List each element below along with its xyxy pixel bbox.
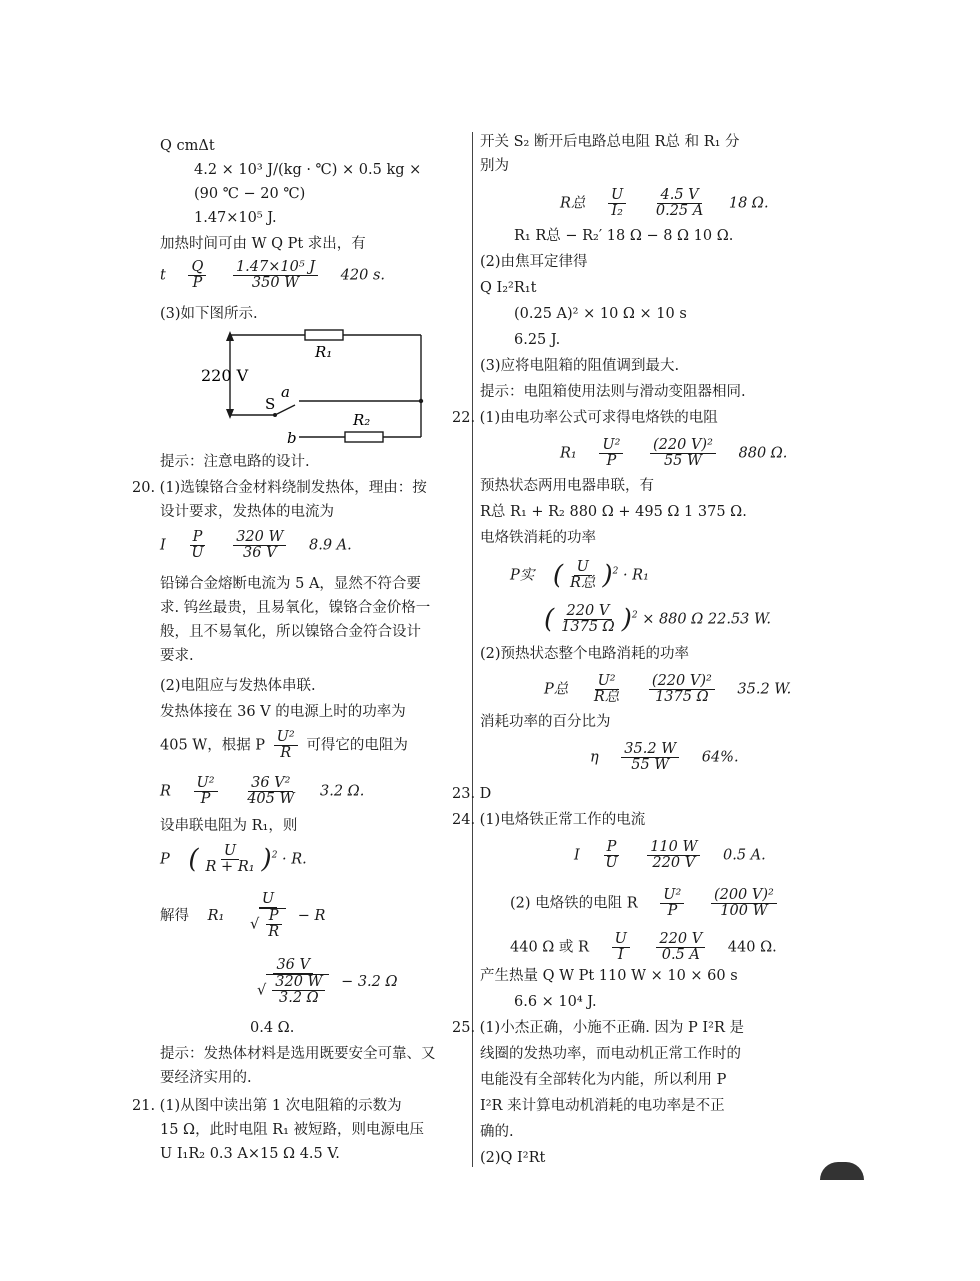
left-text-line: (2)电阻应与发热体串联. [160,678,316,694]
left-text-line: 21. (1)从图中读出第 1 次电阻箱的示数为 [132,1098,402,1114]
left-text-line: 要求. [160,648,194,664]
circuit-node-a: a [281,383,290,401]
right-text-line: (2)由焦耳定律得 [480,254,588,270]
left-text-line: 15 Ω，此时电阻 R₁ 被短路，则电源电压 [160,1122,425,1138]
fraction: $\frac{U}{I}$ [612,932,630,963]
right-text-line: R总 R₁ + R₂ 880 Ω + 495 Ω 1 375 Ω. [480,504,747,520]
fraction: $\frac{220 V}{0.5 A}$ [656,932,705,963]
fraction: $\frac{\text{(200 V)²}}{100 W}$ [711,888,777,919]
circuit-diagram [195,325,435,445]
right-text-line: (2)Q I²Rt [480,1150,546,1166]
left-text-line: (3)如下图所示. [160,306,258,322]
right-text-line: 确的. [480,1124,514,1140]
left-text-line: 提示：发热体材料是选用既要安全可靠、又 [160,1046,436,1062]
right-text-line: 线圈的发热功率，而电动机正常工作时的 [480,1046,741,1062]
fraction: $\frac{U}{\text{R + R₁}}$ [205,843,255,875]
fraction: $\frac{P}{U}$ [605,839,618,871]
right-text-line: 电烙铁消耗的功率 [480,530,596,546]
left-text-line: (90 ℃ − 20 ℃) [194,186,306,202]
fraction: $\frac{\text{U²}}{P}$ [194,776,218,807]
right-text-line: 24. (1)电烙铁正常工作的电流 [452,812,646,828]
fraction: $\frac{\text{U²}}{\text{R总}}$ [593,673,620,705]
left-text-line: 铅锑合金熔断电流为 5 A，显然不符合要 [160,576,421,592]
right-text-line: 别为 [480,158,509,174]
fraction: $\frac{220 V}{1375 \Omega}$ [561,603,615,635]
right-text-line: 消耗功率的百分比为 [480,714,611,730]
left-text-line: 4.2 × 10³ J/(kg · ℃) × 0.5 kg × [194,162,422,178]
eq-result: 420 s. [340,267,386,284]
fraction: $\frac{4.5 V}{0.25 A}$ [655,187,704,219]
fraction: 36 V √ $\frac{320 W}{3.2 \Omega}$ [254,958,332,1006]
right-text-line: 6.25 J. [514,332,561,348]
left-text-line: 加热时间可由 W Q Pt 求出，有 [160,236,366,252]
right-text-line: 产生热量 Q W Pt 110 W × 10 × 60 s [480,968,738,984]
fraction: $\frac{\text{(220 V)²}}{1375 \Omega}$ [649,674,715,705]
right-text-line: I²R 来计算电动机消耗的电功率是不正 [480,1098,725,1114]
eq-solve: 解得 R₁ U √ $\frac{P}{R}$ − R [160,891,326,940]
left-text-line: 0.4 Ω. [250,1020,295,1036]
fraction: $\frac{P}{U}$ [191,529,204,561]
fraction: U √ $\frac{P}{R}$ [247,892,289,940]
fraction: $\frac{110 W}{220 V}$ [647,840,700,871]
left-text-line: 设计要求，发热体的电流为 [160,504,334,520]
fraction: $\frac{\text{36 V²}}{405 W}$ [247,775,295,807]
eq-resistance: R $\frac{\text{U²}}{P}$ $\frac{\text{36 V²}}{405 W}$ 3.2 Ω. [160,775,365,807]
eq-efficiency: η $\frac{35.2 W}{55 W}$ 64%. [590,741,739,773]
right-text-line: Q I₂²R₁t [480,280,537,296]
resistor-r2 [345,432,383,442]
left-text-line: 20. (1)选镍铬合金材料绕制发热体，理由：按 [132,480,427,496]
right-text-line: 开关 S₂ 断开后电路总电阻 R总 和 R₁ 分 [480,134,740,150]
fraction: $\frac{\text{U²}}{P}$ [599,438,623,469]
right-text-line: 电能没有全部转化为内能，所以利用 P [480,1072,727,1088]
right-text-line: (2)预热状态整个电路消耗的功率 [480,646,690,662]
eq-power-formula: 405 W，根据 P $\frac{\text{U²}}{R}$ 可得它的电阻为 [160,729,408,761]
right-text-line: 23. D [452,786,492,802]
left-text-line: 发热体接在 36 V 的电源上时的功率为 [160,704,406,720]
page-corner-mark [820,1162,864,1180]
right-text-line: 22. (1)由电功率公式可求得电烙铁的电阻 [452,410,718,426]
eq-iron-resistance-2: (2) 电烙铁的电阻 R $\frac{\text{U²}}{P}$ $\frac{\text{(200 V)²}}{100 W}$ [510,888,781,919]
circuit-node-b: b [287,429,297,445]
circuit-switch-label: S [265,395,276,413]
eq-iron-resistance-3: 440 Ω 或 R $\frac{U}{I}$ $\frac{220 V}{0.5 A}$ 440 Ω. [510,931,777,963]
left-text-line: 提示：注意电路的设计. [160,454,310,470]
fraction: $\frac{U}{\text{R总}}$ [570,559,596,591]
eq-time [160,260,385,291]
eq-lhs: t [160,267,166,284]
right-text-line: 提示：电阻箱使用法则与滑动变阻器相同. [480,384,746,400]
left-text-line: 求. 钨丝最贵，且易氧化，镍铬合金价格一 [160,600,431,616]
fraction: $\frac{\text{U²}}{P}$ [660,888,684,919]
eq-iron-resistance: R₁ $\frac{\text{U²}}{P}$ $\frac{\text{(220 V)²}}{55 W}$ 880 Ω. [560,437,788,469]
left-text-line: 设串联电阻为 R₁，则 [160,818,298,834]
eq-total-resistance: R总 $\frac{U}{\text{I₂}}$ $\frac{4.5 V}{0.25 A}$ 18 Ω. [560,187,769,219]
eq-solve-values: 36 V √ $\frac{320 W}{3.2 \Omega}$ − 3.2 Ω [250,958,398,1006]
circuit-r2-label: R₂ [353,411,371,429]
right-text-line: 25. (1)小杰正确，小施不正确. 因为 P I²R 是 [452,1020,744,1036]
eq-total-power: P总 $\frac{\text{U²}}{\text{R总}}$ $\frac{\text{(220 V)²}}{1375 \Omega}$ 35.2 W. [544,673,792,705]
right-text-line: R₁ R总 − R₂′ 18 Ω − 8 Ω 10 Ω. [514,228,734,244]
circuit-voltage-label: 220 V [201,366,249,385]
eq-iron-current: I $\frac{P}{U}$ $\frac{110 W}{220 V}$ 0.5 A. [574,839,766,871]
eq-current: I $\frac{P}{U}$ $\frac{320 W}{36 V}$ 8.9 A. [160,529,352,561]
fraction: $\frac{\text{(220 V)²}}{55 W}$ [650,438,716,469]
right-text-line: (0.25 A)² × 10 Ω × 10 s [514,306,687,322]
right-text-line: (3)应将电阻箱的阻值调到最大. [480,358,680,374]
right-text-line: 预热状态两用电器串联，有 [480,478,654,494]
fraction: $\frac{\text{1.47×10⁵ J}}{350 W}$ [233,260,318,291]
eq-series-power: P ( $\frac{U}{\text{R + R₁}}$ )$^2$ · R. [160,843,307,875]
left-text-line: 般，且不易氧化，所以镍铬合金符合设计 [160,624,421,640]
circuit-r1-label: R₁ [315,343,333,361]
eq-actual-power: P实 ( $\frac{U}{\text{R总}}$ )$^2$ · R₁ [510,559,649,591]
fraction: $\frac{\text{U²}}{R}$ [274,730,298,761]
right-text-line: 6.6 × 10⁴ J. [514,994,597,1010]
left-text-line: U I₁R₂ 0.3 A×15 Ω 4.5 V. [160,1146,340,1162]
left-text-line: 要经济实用的. [160,1070,252,1086]
left-text-line: 1.47×10⁵ J. [194,210,277,226]
column-divider [472,132,473,1167]
fraction: $\frac{Q}{P}$ [188,260,206,291]
fraction: $\frac{320 W}{36 V}$ [233,530,286,561]
fraction: $\frac{U}{\text{I₂}}$ [608,188,626,219]
resistor-r1 [305,330,343,340]
eq-actual-power-values: ( $\frac{220 V}{1375 \Omega}$ )$^2$ × 880 Ω 22.53 W. [544,603,771,635]
left-text-line: Q cmΔt [160,138,215,154]
fraction: $\frac{35.2 W}{55 W}$ [621,742,679,773]
